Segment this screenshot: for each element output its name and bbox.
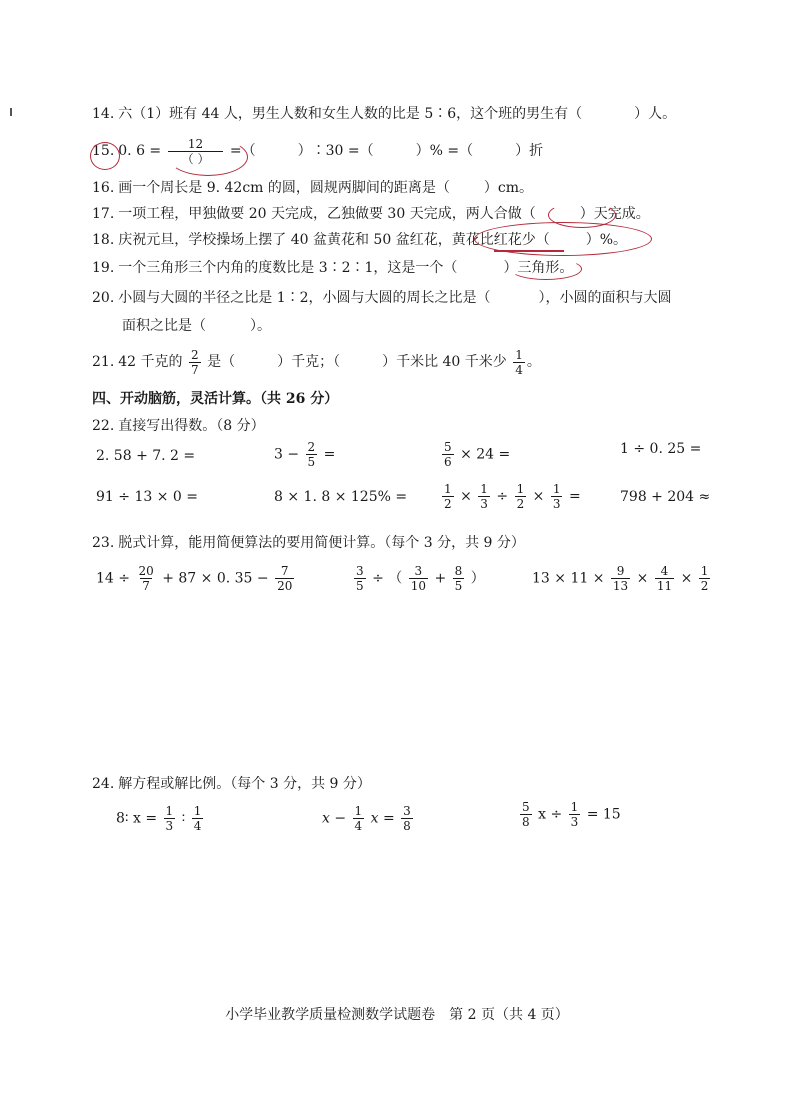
fraction-denominator: 20 xyxy=(277,579,293,593)
question-text: 一个三角形三个内角的度数比是 3∶2∶1，这是一个（ xyxy=(118,260,458,276)
calc-item xyxy=(274,440,335,469)
question-21 xyxy=(92,346,541,378)
fraction xyxy=(354,564,366,593)
fraction-denominator: 2 xyxy=(444,497,452,511)
question-text: ）千米比 40 千米少 xyxy=(382,354,507,370)
question-number: 15. xyxy=(92,143,115,159)
calc-item: 2. 58 + 7. 2 = xyxy=(96,448,196,464)
fraction-numerator: 1 xyxy=(515,347,523,362)
fraction xyxy=(478,482,490,511)
fraction xyxy=(520,800,532,829)
question-22-title xyxy=(92,416,265,436)
question-text: ）∶30 =（ xyxy=(297,143,374,159)
fraction-denominator: 6 xyxy=(444,455,452,469)
calc-text: × 24 = xyxy=(460,446,511,463)
fraction-denominator: 8 xyxy=(522,815,530,829)
calc-item: 91 ÷ 13 × 0 = xyxy=(96,489,198,505)
red-pen-circle xyxy=(90,142,120,170)
question-16 xyxy=(92,178,533,198)
question-text: ）。 xyxy=(250,318,271,334)
calc-text: 8∶ x = xyxy=(116,810,158,827)
question-number: 22. xyxy=(92,418,115,434)
scan-mark xyxy=(10,108,12,116)
fraction xyxy=(306,440,318,469)
question-text: 画一个周长是 9. 42cm 的圆，圆规两脚间的距离是（ xyxy=(118,180,450,196)
fraction-denominator: 4 xyxy=(515,362,523,377)
equation-item xyxy=(518,800,621,829)
question-number: 19. xyxy=(92,260,115,276)
equation-item xyxy=(322,804,415,833)
fraction-numerator: 1 xyxy=(700,564,709,578)
fraction-numerator: 1 xyxy=(193,804,202,818)
fraction-numerator: 3 xyxy=(356,564,364,578)
fraction-denominator: 5 xyxy=(307,455,316,469)
fraction xyxy=(551,482,563,511)
calc-text: + 87 × 0. 35 − xyxy=(162,570,269,587)
fraction xyxy=(442,440,454,469)
fraction xyxy=(515,482,527,511)
fraction-denominator: 2 xyxy=(516,497,525,511)
fraction xyxy=(275,564,294,593)
fraction-numerator: 2 xyxy=(190,347,199,362)
question-text: 0. 6 = xyxy=(118,143,162,159)
fraction xyxy=(189,348,201,377)
question-text: 直接写出得数。（8 分） xyxy=(118,418,265,434)
calc-operator: × xyxy=(636,570,649,587)
calc-text: 13 × 11 × xyxy=(532,570,605,587)
fraction xyxy=(409,564,428,593)
calc-operator: × xyxy=(680,570,693,587)
question-text: ）折 xyxy=(515,143,544,159)
fraction-denominator: 3 xyxy=(165,819,174,833)
question-text: ）% =（ xyxy=(415,143,474,159)
calc-text: ） xyxy=(470,570,485,587)
calc-operator: × xyxy=(532,488,545,505)
question-number: 14. xyxy=(92,106,115,122)
fraction-numerator: 1 xyxy=(552,482,561,496)
question-text: ）%。 xyxy=(585,232,628,248)
calc-operator: × xyxy=(460,488,472,505)
question-number: 23. xyxy=(92,535,115,551)
question-text: 一项工程，甲独做要 20 天完成，乙独做要 30 天完成，两人合做（ xyxy=(118,206,536,222)
fraction-numerator: 3 xyxy=(403,804,411,818)
fraction-numerator: 5 xyxy=(522,800,530,814)
calc-item xyxy=(532,564,712,593)
fraction-denominator: 7 xyxy=(142,579,150,593)
fraction-denominator: 4 xyxy=(354,819,363,833)
page-footer: 小学毕业教学质量检测数学试题卷 第 2 页（共 4 页） xyxy=(225,1007,569,1023)
question-number: 16. xyxy=(92,180,115,196)
fraction xyxy=(699,564,711,593)
fraction-denominator: 3 xyxy=(552,497,561,511)
fraction-numerator: 1 xyxy=(516,482,525,496)
question-15 xyxy=(92,136,543,166)
fraction-denominator: 8 xyxy=(403,819,411,833)
question-text: 42 千克的 xyxy=(118,354,183,370)
calc-item xyxy=(440,482,581,511)
calc-operator: + xyxy=(434,570,447,587)
question-23-title xyxy=(92,533,525,553)
calc-item: 1 ÷ 0. 25 = xyxy=(620,441,702,457)
question-text: ）人。 xyxy=(634,106,677,122)
calc-text: = xyxy=(323,446,336,463)
calc-text: = xyxy=(568,488,581,505)
fraction xyxy=(655,564,674,593)
fraction xyxy=(136,564,155,593)
fraction-numerator: 1 xyxy=(570,800,579,814)
question-number: 18. xyxy=(92,232,115,248)
question-24-title xyxy=(92,774,371,794)
fraction xyxy=(192,804,204,833)
fraction-numerator: 7 xyxy=(280,564,289,578)
fraction-numerator: 5 xyxy=(444,440,452,454)
fraction-denominator: 4 xyxy=(193,819,202,833)
fraction-denominator: 11 xyxy=(656,579,673,593)
question-text: 面积之比是（ xyxy=(122,318,206,334)
section-heading: 四、开动脑筋，灵活计算。（共 26 分） xyxy=(92,391,339,407)
calc-text: x − xyxy=(322,810,347,827)
calc-operator: ÷ xyxy=(496,488,509,505)
fraction-numerator: 1 xyxy=(444,482,452,496)
fraction-denominator: 5 xyxy=(356,579,364,593)
question-20-cont xyxy=(122,316,271,336)
question-text: ）天完成。 xyxy=(579,206,650,222)
calc-text: ÷ （ xyxy=(372,570,403,587)
fraction xyxy=(442,482,454,511)
question-number: 17. xyxy=(92,206,115,222)
calc-text: 3 − xyxy=(274,446,300,463)
fraction-numerator: 1 xyxy=(165,804,174,818)
fraction-numerator: 4 xyxy=(660,564,669,578)
fraction-numerator: 12 xyxy=(187,136,204,151)
fraction-numerator: 1 xyxy=(480,482,488,496)
question-text: 解方程或解比例。（每个 3 分，共 9 分） xyxy=(118,776,371,792)
calc-item: 8 × 1. 8 × 125% = xyxy=(274,489,408,505)
calc-text: = 15 xyxy=(586,806,621,823)
calc-item xyxy=(96,564,296,593)
question-20 xyxy=(92,288,672,308)
fraction-numerator: 1 xyxy=(354,804,363,818)
fraction-numerator: 2 xyxy=(307,440,316,454)
red-pen-mark xyxy=(510,258,582,280)
fraction-denominator: 10 xyxy=(410,579,427,593)
calc-text: x = xyxy=(370,810,395,827)
question-number: 24. xyxy=(92,776,115,792)
fraction xyxy=(513,348,525,377)
question-text: ），小圆的面积与大圆 xyxy=(538,290,672,306)
fraction-denominator: 2 xyxy=(700,579,709,593)
calc-text: 14 ÷ xyxy=(96,570,130,587)
question-text: ）千克；（ xyxy=(277,354,341,370)
fraction-denominator: 13 xyxy=(612,579,629,593)
equation-item xyxy=(116,804,205,833)
calc-item xyxy=(352,564,485,593)
fraction-denominator: 5 xyxy=(454,579,463,593)
question-text: 六（1）班有 44 人，男生人数和女生人数的比是 5∶6，这个班的男生有（ xyxy=(118,106,583,122)
calc-item: 798 + 204 ≈ xyxy=(620,489,711,505)
fraction-denominator[interactable]: （ ） xyxy=(168,151,224,166)
fraction xyxy=(401,804,413,833)
question-text: ）三角形。 xyxy=(503,260,574,276)
question-text: 是（ xyxy=(207,354,236,370)
fraction xyxy=(353,804,365,833)
calc-text: x ÷ xyxy=(538,806,563,823)
question-19 xyxy=(92,258,573,278)
fraction-denominator: 3 xyxy=(480,497,488,511)
question-number: 21. xyxy=(92,354,115,370)
red-pen-mark xyxy=(168,138,248,176)
fraction-numerator: 3 xyxy=(414,564,423,578)
calc-operator: ∶ xyxy=(181,810,186,827)
red-pen-underline xyxy=(494,250,564,252)
fraction xyxy=(569,800,581,829)
fraction xyxy=(453,564,465,593)
question-number: 20. xyxy=(92,290,115,306)
question-text: 小圆与大圆的半径之比是 1∶2，小圆与大圆的周长之比是（ xyxy=(118,290,491,306)
fraction-numerator: 20 xyxy=(138,564,154,578)
question-text: 庆祝元旦，学校操场上摆了 40 盆黄花和 50 盆红花，黄花比红花少（ xyxy=(118,232,550,248)
question-text: ）cm。 xyxy=(483,180,534,196)
fraction-numerator: 8 xyxy=(454,564,463,578)
question-text: 。 xyxy=(526,354,541,370)
fraction-numerator: 9 xyxy=(616,564,625,578)
question-text: =（ xyxy=(229,143,256,159)
question-text: 脱式计算，能用简便算法的要用简便计算。（每个 3 分，共 9 分） xyxy=(118,535,525,551)
calc-item xyxy=(440,440,510,469)
fraction xyxy=(611,564,630,593)
fraction xyxy=(164,804,176,833)
fraction-denominator: 7 xyxy=(190,362,199,377)
fraction-denominator: 3 xyxy=(570,815,579,829)
question-14 xyxy=(92,104,676,124)
